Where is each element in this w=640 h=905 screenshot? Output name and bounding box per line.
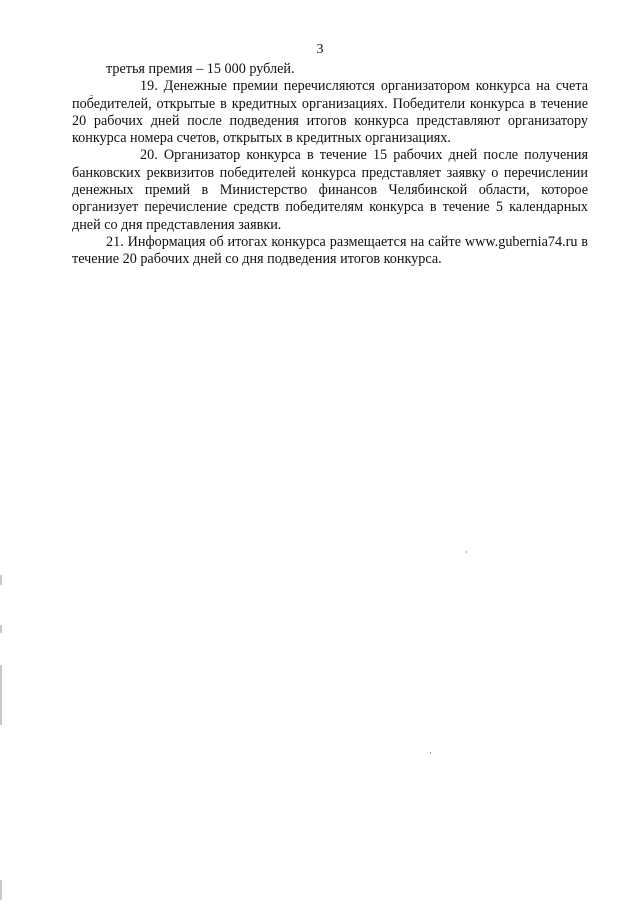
paragraph-number: 21. xyxy=(106,233,124,250)
scan-edge-mark xyxy=(0,625,2,633)
paragraph-20 xyxy=(72,147,588,233)
page-number: 3 xyxy=(316,42,324,57)
paragraph-text: Организатор конкурса в течение 15 рабочих дней после получения банковских реквизитов победителей конкурса представляет заявку о перечислении денежных премий в Министерство финансов Челябинской области, которое организует перечисление средств победителям конкурса в течение 5 календарных дней со дня представления заявки. xyxy=(72,147,589,233)
paragraph-21 xyxy=(72,234,588,269)
scan-edge-mark xyxy=(0,575,2,585)
scan-edge-mark xyxy=(0,880,2,900)
document-body xyxy=(72,61,588,269)
paragraph-number: 20. xyxy=(140,147,158,164)
paragraph-text: третья премия – 15 000 рублей. xyxy=(106,61,295,77)
paragraph-text: Денежные премии перечисляются организатором конкурса на счета победителей, открытые в кредитных организациях. Победители конкурса в течение 20 рабочих дней после подведения итогов конкурса представляют организатору конкурса номера счетов, открытых в кредитных организациях. xyxy=(72,78,589,147)
paragraph-19 xyxy=(72,78,588,147)
scan-speck xyxy=(90,95,93,96)
paragraph-number: 19. xyxy=(140,78,158,95)
scan-speck xyxy=(466,551,467,553)
paragraph-text: Информация об итогах конкурса размещается на сайте www.gubernia74.ru в течение 20 рабочих дней со дня подведения итогов конкурса. xyxy=(72,233,588,268)
scan-speck xyxy=(430,752,431,754)
scan-edge-mark xyxy=(0,665,2,725)
paragraph-prize-third xyxy=(72,61,588,78)
